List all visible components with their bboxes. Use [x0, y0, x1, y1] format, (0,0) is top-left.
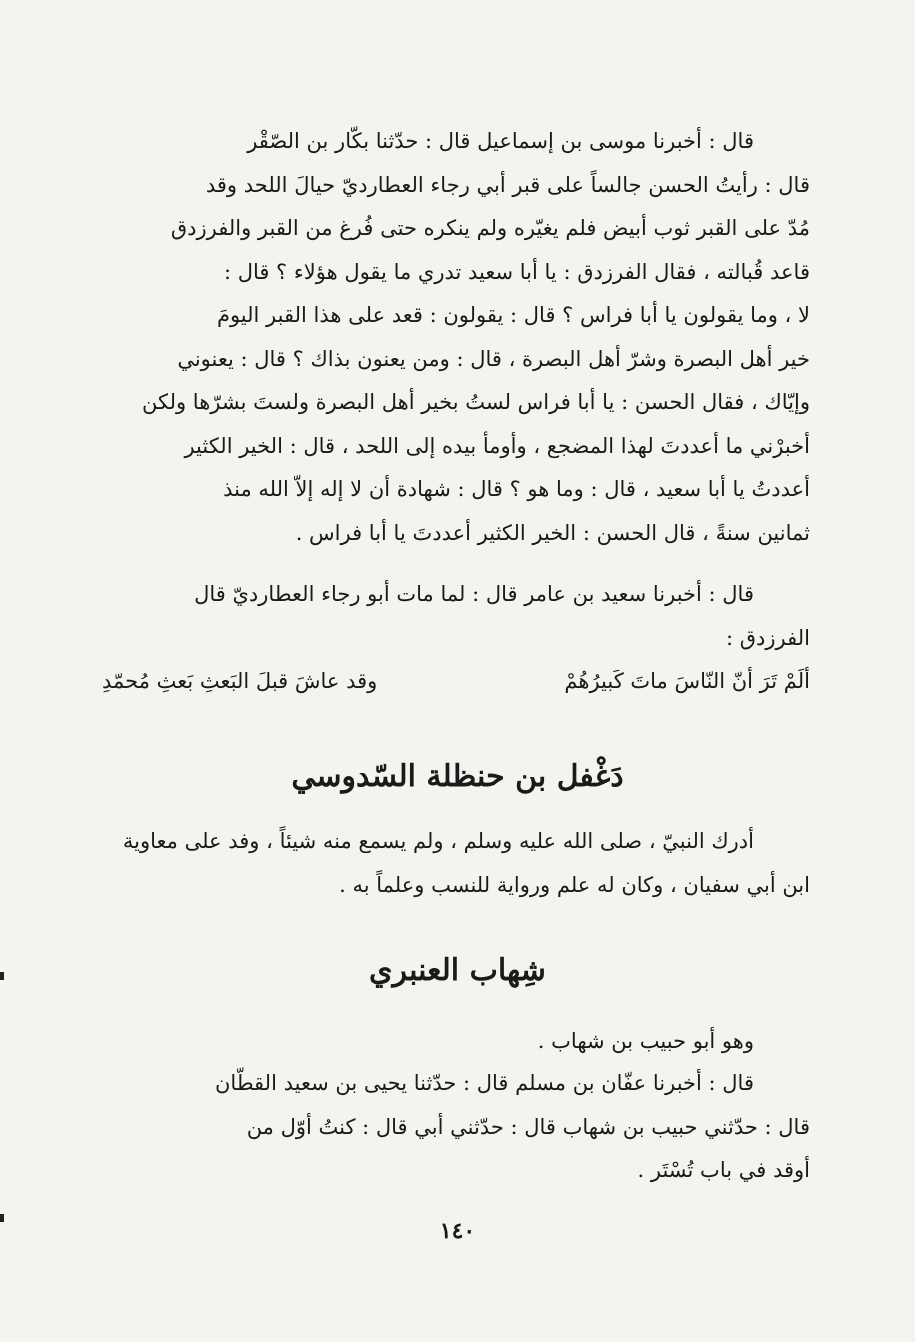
section-heading-daghfal: دَغْفل بن حنظلة السّدوسي	[291, 759, 624, 794]
passage-shihab-narration	[102, 1062, 810, 1193]
text-line: وهو أبو حبيب بن شهاب .	[537, 1029, 754, 1053]
text-line: قال : أخبرنا عفّان بن مسلم قال : حدّثنا يحيى بن سعيد القطّان	[215, 1071, 754, 1095]
verse-first-hemistich: ألَمْ تَرَ أنّ النّاسَ ماتَ كَبيرُهُمْ	[564, 669, 810, 693]
text-line: أدرك النبيّ ، صلى الله عليه وسلم ، ولم يسمع منه شيئاً ، وفد على معاوية	[122, 829, 754, 853]
text-line: أخبرْني ما أعددتَ لهذا المضجع ، وأومأ بيده إلى اللحد ، قال : الخير الكثير	[184, 433, 810, 458]
text-line: ابن أبي سفيان ، وكان له علم ورواية للنسب وعلماً به .	[339, 872, 810, 897]
page-number: ١٤٠	[439, 1218, 476, 1244]
passage-shihab-identity	[102, 1020, 810, 1064]
paragraph	[102, 164, 810, 556]
paragraph	[102, 120, 810, 164]
text-line: قال : أخبرنا موسى بن إسماعيل قال : حدّثنا بكّار بن الصّقْر	[247, 129, 754, 153]
scan-edge-mark	[0, 972, 4, 980]
text-line: قال : أخبرنا سعيد بن عامر قال : لما مات أبو رجاء العطارديّ قال	[194, 582, 754, 606]
text-line: ثمانين سنةً ، قال الحسن : الخير الكثير أعددتَ يا أبا فراس .	[295, 520, 810, 545]
text-line: قال : حدّثني حبيب بن شهاب قال : حدّثني أبي قال : كنتُ أوّل من	[246, 1114, 810, 1139]
text-line: قاعد قُبالته ، فقال الفرزدق : يا أبا سعيد تدري ما يقول هؤلاء ؟ قال :	[223, 259, 810, 284]
text-line: خير أهل البصرة وشرّ أهل البصرة ، قال : ومن يعنون بذاك ؟ قال : يعنوني	[177, 346, 810, 371]
text-line: قال : رأيتُ الحسن جالساً على قبر أبي رجاء العطارديّ حيالَ اللحد وقد	[205, 172, 810, 197]
text-line: مُدّ على القبر ثوب أبيض فلم يغيّره ولم ينكره حتى فُرغ من القبر والفرزدق	[170, 216, 810, 240]
section-heading-shihab: شِهاب العنبري	[369, 953, 546, 988]
paragraph	[102, 573, 810, 617]
passage-hasan-farazdaq	[102, 120, 810, 555]
text-line: لا ، وما يقولون يا أبا فراس ؟ قال : يقولون : قعد على هذا القبر اليومَ	[216, 303, 810, 327]
paragraph	[102, 820, 810, 907]
poem-verse	[102, 660, 810, 704]
verse-second-hemistich: وقد عاشَ قبلَ البَعثِ بَعثِ مُحمّدِ	[102, 669, 378, 693]
paragraph	[102, 617, 810, 661]
paragraph	[102, 1106, 810, 1193]
passage-abu-raja-death	[102, 573, 810, 660]
text-line: أوقد في باب تُسْتَر .	[637, 1158, 810, 1182]
text-line: وإيّاك ، فقال الحسن : يا أبا فراس لستُ بخير أهل البصرة ولستَ بشرّها ولكن	[142, 390, 810, 414]
text-line: الفرزدق :	[726, 625, 810, 650]
scan-edge-mark	[0, 1214, 4, 1222]
passage-daghfal	[102, 820, 810, 907]
paragraph	[102, 1020, 810, 1064]
text-line: أعددتُ يا أبا سعيد ، قال : وما هو ؟ قال : شهادة أن لا إله إلاّ الله منذ	[223, 477, 810, 501]
paragraph	[102, 1062, 810, 1106]
